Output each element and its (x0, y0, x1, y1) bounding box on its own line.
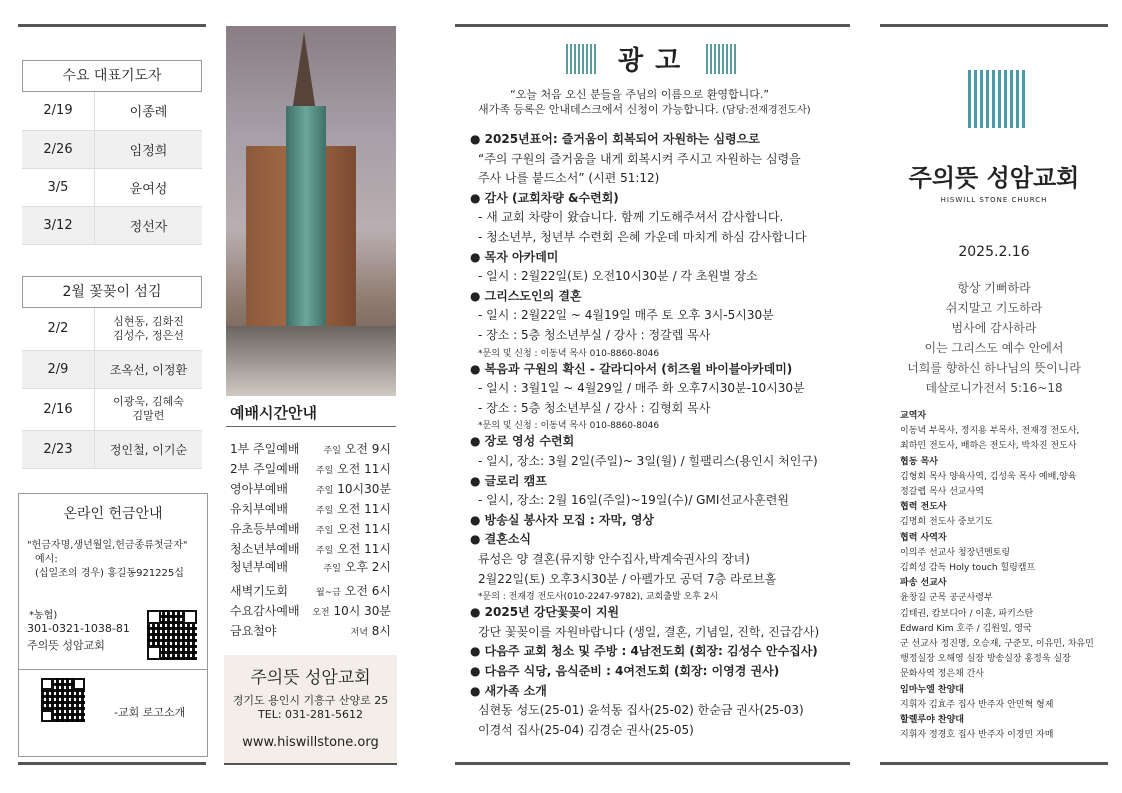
service-row: 금요철야 저녁 8시 (230, 624, 391, 638)
church-website[interactable]: www.hiswillstone.org (242, 735, 379, 750)
bottom-rule-col4 (880, 762, 1108, 765)
bible-verse: 항상 기뻐하라 쉬지말고 기도하라 범사에 감사하라 이는 그리스도 예수 안에서 너희를 향하신 하나님의 뜻이니라 데살로니가전서 5:16~18 (907, 281, 1081, 395)
flower-name: 이광욱, 김혜숙 김말련 (95, 388, 203, 430)
title-ornament-right (706, 44, 736, 74)
online-title: 온라인 헌금안내 (63, 506, 163, 522)
cover-eng-name: HISWILL STONE CHURCH (940, 196, 1048, 204)
service-row: 2부 주일예배 주일 오전 11시 (230, 462, 391, 476)
top-rule-col1 (18, 24, 206, 27)
prayer-name: 윤여성 (95, 168, 203, 206)
service-divider (226, 426, 396, 427)
announcement-line: - 청소년부, 청년부 수련회 은혜 가운데 마치게 하심 감사합니다 (478, 230, 807, 244)
announcement-line: - 일시, 장소: 3월 2일(주일)~ 3일(월) / 힐팰리스(용인시 처인구) (478, 454, 818, 468)
online-offering-box (18, 493, 208, 670)
announcement-heading: ● 목자 아카데미 (470, 248, 558, 265)
staff-line: 김태권, 캄보디아 / 이훈, 파키스탄 (900, 608, 1034, 619)
announcement-heading: ● 복음과 구원의 확신 - 갈라디아서 (히즈윌 바이블아카데미) (470, 360, 792, 377)
top-rule-col4 (880, 24, 1108, 27)
staff-heading: 임마누엘 찬양대 (900, 684, 964, 695)
bottom-rule-col3 (455, 762, 850, 765)
service-row: 유초등부예배 주일 오전 11시 (230, 522, 391, 536)
announcement-line: 주사 나를 붙드소서” (시편 51:12) (478, 171, 660, 186)
announcement-heading: ● 글로리 캠프 (470, 472, 547, 489)
service-times-title: 예배시간안내 (230, 404, 317, 422)
staff-line: 최하민 전도사, 배하은 전도사, 박차진 전도사 (900, 441, 1077, 452)
announcement-line: - 장소 : 5층 청소년부실 / 강사 : 김형회 목사 (478, 400, 711, 415)
announcement-heading: ● 새가족 소개 (470, 682, 547, 699)
ads-title: 광고 (618, 46, 693, 76)
service-row: 새벽기도회 월~금 오전 6시 (230, 584, 391, 598)
staff-line: 이동녁 부목사, 정지용 부목사, 전재경 전도사, (900, 426, 1080, 437)
church-name: 주의뜻 성암교회 (250, 668, 371, 688)
logo-intro-text: -교회 로고소개 (114, 706, 186, 719)
flower-name: 조옥선, 이정환 (95, 350, 203, 388)
announcement-heading: ● 2025년표어: 즐거움이 회복되어 자원하는 심령으로 (470, 130, 760, 147)
staff-line: Edward Kim 호주 / 김원일, 영국 (900, 623, 1032, 634)
staff-line: 문화사역 정은채 간사 (900, 669, 984, 680)
account-number: 301-0321-1038-81 (27, 622, 130, 635)
online-note3: (십일조의 경우) 홍길동921225십 (35, 568, 184, 579)
announcement-line: - 일시 : 2월22일 ~ 4월19일 매주 토 오후 3시-5시30분 (478, 308, 774, 323)
logo-qr-code[interactable] (41, 678, 85, 722)
bottom-rule-col1 (18, 762, 206, 765)
prayer-date: 3/5 (22, 168, 95, 206)
staff-line: 행정실장 오해영 실장 방송실장 홍정욱 실장 (900, 654, 1071, 665)
staff-line: 윤창길 군목 공군사령부 (900, 593, 993, 604)
announcement-heading: ● 2025년 강단꽃꽂이 지원 (470, 603, 619, 620)
cover-church-name: 주의뜻 성암교회 (908, 164, 1080, 192)
announcement-heading: ● 결혼소식 (470, 530, 531, 547)
announcement-line: - 장소 : 5층 청소년부실 / 강사 : 정갈렙 목사 (478, 328, 711, 342)
service-row: 영아부예배 주일 10시30분 (230, 482, 391, 496)
staff-line: 김형회 목사 양육사역, 김성욱 목사 예배,양육 (900, 471, 1077, 482)
flower-table (22, 276, 202, 469)
announcement-line: - 새 교회 차량이 왔습니다. 함께 기도해주셔서 감사합니다. (478, 210, 784, 225)
staff-line: 군 선교사 정진명, 오승재, 구준모, 이유민, 차유민 (900, 639, 1094, 649)
flower-date: 2/9 (22, 350, 95, 388)
flower-name: 정인철, 이기순 (95, 430, 203, 468)
church-info-box (224, 655, 397, 763)
title-ornament-left (566, 44, 596, 74)
staff-heading: 파송 선교사 (900, 578, 947, 589)
service-row: 청년부예배 주일 오후 2시 (230, 560, 391, 574)
church-address: 경기도 용인시 기흥구 산양로 25 (232, 694, 389, 707)
announcement-line: 이경석 집사(25-04) 김경순 권사(25-05) (478, 722, 694, 737)
staff-heading: 교역자 (900, 411, 927, 421)
account-holder: 주의뜻 성암교회 (27, 639, 105, 652)
logo-intro-box (18, 668, 208, 757)
prayer-date: 2/19 (22, 92, 95, 130)
staff-line: 지휘자 김효주 집사 반주자 안민혁 형제 (900, 699, 1054, 710)
service-row: 청소년부예배 주일 오전 11시 (230, 542, 391, 556)
announcement-line: *문의 및 신청 : 이동녁 목사 010-8860-8046 (478, 421, 660, 432)
staff-line: 김희성 감독 Holy touch 힐링캠프 (900, 563, 1036, 573)
announcement-line: 강단 꽃꽂이를 자원바랍니다 (생일, 결혼, 기념일, 진학, 진급감사) (478, 624, 820, 639)
announcement-heading: ● 다음주 교회 청소 및 주방 : 4남전도회 (회장: 김성수 안수집사) (470, 642, 818, 659)
staff-heading: 협력 전도사 (900, 502, 947, 513)
staff-line: 이의주 선교사 청장년멘토링 (900, 547, 1011, 558)
service-row: 유치부예배 주일 오전 11시 (230, 502, 391, 516)
bank-label: *농협) (29, 610, 58, 621)
announcement-heading: ● 장로 영성 수련회 (470, 432, 574, 449)
prayer-date: 3/12 (22, 206, 95, 244)
prayer-name: 정선자 (95, 206, 203, 244)
flower-date: 2/2 (22, 308, 95, 350)
staff-heading: 협동 목사 (900, 456, 938, 467)
flower-name: 심현동, 김화진 김성수, 정은선 (95, 308, 203, 350)
announcement-line: *문의 및 신청 : 이동녁 목사 010-8860-8046 (478, 348, 660, 359)
online-note2: 예시: (35, 554, 58, 565)
announcement-line: 심현동 성도(25-01) 윤석동 집사(25-02) 한순금 권사(25-03) (478, 703, 804, 718)
announcement-heading: ● 다음주 식당, 음식준비 : 4여전도회 (회장: 이영경 권사) (470, 662, 779, 679)
announcement-line: - 일시 : 3월1일 ~ 4월29일 / 매주 화 오후7시30분-10시30분 (478, 381, 805, 396)
flower-date: 2/23 (22, 430, 95, 468)
service-row: 1부 주일예배 주일 오전 9시 (230, 442, 391, 456)
prayer-name: 이종례 (95, 92, 203, 130)
church-building-photo (226, 26, 396, 396)
announcement-line: - 일시, 장소: 2월 16일(주일)~19일(수)/ GMI선교사훈련원 (478, 493, 789, 508)
offering-qr-code[interactable] (147, 610, 197, 660)
announcement-heading: ● 방송실 봉사자 모집 : 자막, 영상 (470, 511, 654, 528)
prayer-date: 2/26 (22, 130, 95, 168)
prayer-title: 수요 대표기도자 (22, 60, 202, 92)
church-logo-icon (968, 70, 1026, 128)
welcome-line2: 새가족 등록은 안내데스크에서 신청이 가능합니다. (담당:전재경전도사) (478, 103, 811, 116)
staff-heading: 협력 사역자 (900, 532, 947, 543)
announcement-line: *문의 : 전재경 전도사(010-2247-9782), 교회출발 오후 2시 (478, 592, 719, 603)
announcement-line: - 일시 : 2월22일(토) 오전10시30분 / 각 초원별 장소 (478, 269, 758, 284)
staff-line: 지휘자 정경호 집사 반주자 이경민 자매 (900, 730, 1054, 741)
announcement-line: “주의 구원의 즐거움을 내게 회복시켜 주시고 자원하는 심령을 (478, 151, 801, 166)
staff-heading: 할렐루야 찬양대 (900, 715, 964, 725)
announcement-heading: ● 감사 (교회차량 &수련회) (470, 189, 619, 206)
prayer-table (22, 60, 202, 245)
announcement-line: 류성은 양 결혼(류지향 안수집사,박계숙권사의 장녀) (478, 552, 750, 566)
flower-date: 2/16 (22, 388, 95, 430)
bulletin-date: 2025.2.16 (958, 244, 1030, 260)
announcement-line: 2월22일(토) 오후3시30분 / 아펠가모 공덕 7층 라로브홀 (478, 571, 777, 586)
announcement-heading: ● 그리스도인의 결혼 (470, 287, 582, 304)
staff-line: 김명희 전도사 중보기도 (900, 517, 993, 528)
service-row: 수요감사예배 오전 10시 30분 (230, 604, 391, 618)
online-note1: "헌금자명,생년월일,헌금종류첫글자" (27, 540, 188, 551)
flower-title: 2월 꽃꽂이 섬김 (22, 276, 202, 308)
top-rule-col3 (455, 24, 850, 27)
church-tel: TEL: 031-281-5612 (258, 708, 363, 721)
prayer-name: 임정희 (95, 130, 203, 168)
welcome-line1: “오늘 처음 오신 분들을 주님의 이름으로 환영합니다.” (510, 88, 770, 101)
staff-line: 정갈렙 목사 선교사역 (900, 487, 984, 497)
